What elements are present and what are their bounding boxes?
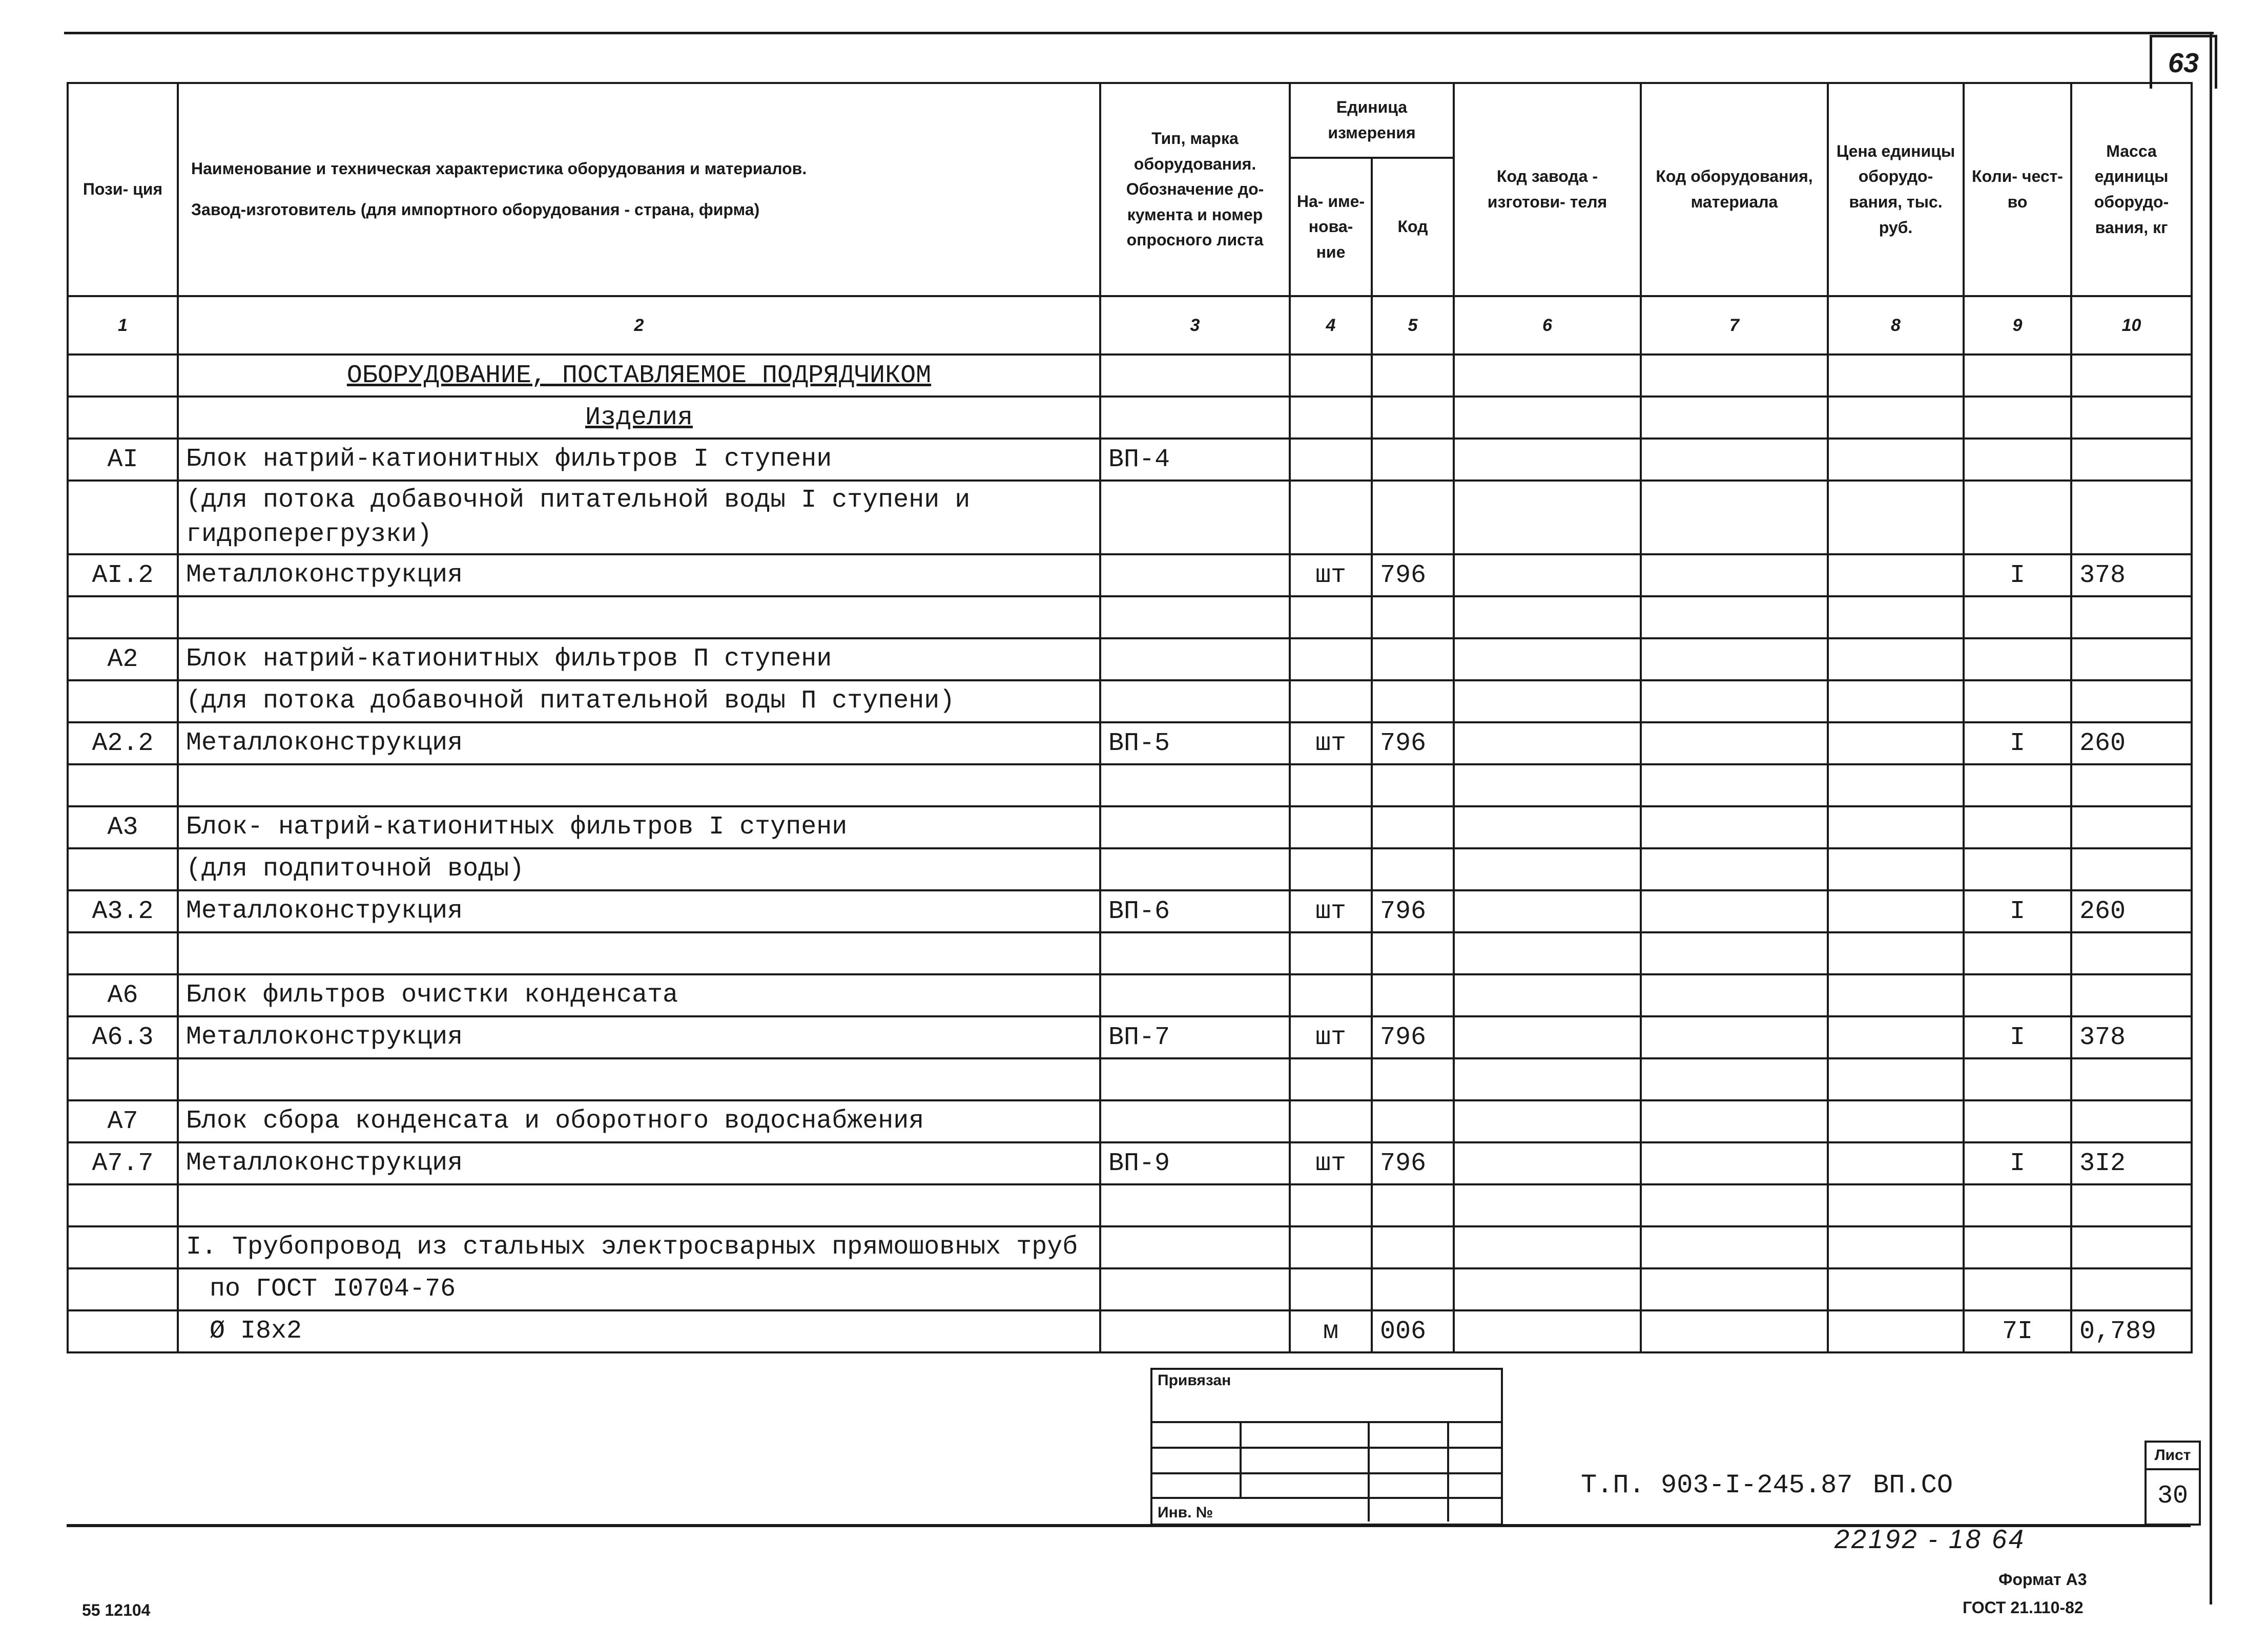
cell-code: 796	[1372, 722, 1454, 764]
table-row	[68, 1100, 2192, 1142]
project-code: Т.П. 903-I-245.87	[1581, 1470, 1853, 1500]
col-number: 3	[1100, 296, 1290, 355]
cell-unit	[1290, 481, 1372, 554]
cell-qty	[1964, 1058, 2071, 1100]
table-row	[68, 1268, 2192, 1310]
cell-type	[1100, 596, 1290, 638]
cell-mass	[2071, 848, 2192, 890]
sheet-box	[2145, 1441, 2201, 1526]
cell-type	[1100, 1226, 1290, 1268]
column-number-row	[68, 296, 2192, 355]
cell-mass	[2071, 974, 2192, 1016]
cell-unit	[1290, 638, 1372, 680]
cell-name	[178, 596, 1100, 638]
cell-qty: I	[1964, 554, 2071, 596]
cell-code	[1372, 932, 1454, 974]
cell-code: 796	[1372, 890, 1454, 932]
cell-mass	[2071, 1058, 2192, 1100]
cell-pos	[68, 1058, 178, 1100]
cell-code	[1372, 439, 1454, 481]
header-unit-name: На- име- нова- ние	[1290, 158, 1372, 296]
cell-pos	[68, 1226, 178, 1268]
cell-code	[1372, 1100, 1454, 1142]
cell-code	[1372, 481, 1454, 554]
cell-unit	[1290, 1268, 1372, 1310]
header-equipment-code: Код оборудования, материала	[1641, 83, 1828, 296]
header-name-line2: Завод-изготовитель (для импортного оборудования - страна, фирма)	[191, 200, 760, 219]
cell-unit	[1290, 848, 1372, 890]
cell-name: Блок фильтров очистки конденсата	[178, 974, 1100, 1016]
subsection-title-row	[68, 397, 2192, 439]
cell-unit	[1290, 596, 1372, 638]
cell-type	[1100, 1100, 1290, 1142]
cell-unit: шт	[1290, 1016, 1372, 1058]
table-row	[68, 932, 2192, 974]
cell-code: 796	[1372, 554, 1454, 596]
col-number: 5	[1372, 296, 1454, 355]
cell-name: Блок сбора конденсата и оборотного водоснабжения	[178, 1100, 1100, 1142]
table-row	[68, 1226, 2192, 1268]
col-number: 1	[68, 296, 178, 355]
cell-code	[1372, 1058, 1454, 1100]
cell-name: Ø I8x2	[178, 1310, 1100, 1352]
cell-unit	[1290, 680, 1372, 722]
cell-name: Блок- натрий-катионитных фильтров I ступени	[178, 806, 1100, 848]
cell-unit	[1290, 764, 1372, 806]
cell-mass: 378	[2071, 1016, 2192, 1058]
cell-code	[1372, 1226, 1454, 1268]
frame-top-rule	[64, 32, 2214, 34]
cell-code	[1372, 806, 1454, 848]
table-row	[68, 638, 2192, 680]
cell-qty	[1964, 596, 2071, 638]
cell-name: Блок натрий-катионитных фильтров I ступени	[178, 439, 1100, 481]
document-code: ВП.СО	[1873, 1470, 1953, 1500]
cell-pos: А6.3	[68, 1016, 178, 1058]
cell-type	[1100, 1058, 1290, 1100]
subsection-title: Изделия	[178, 397, 1100, 439]
cell-type: ВП-7	[1100, 1016, 1290, 1058]
sheet-number: 30	[2157, 1481, 2188, 1511]
cell-mass	[2071, 1184, 2192, 1226]
cell-pos	[68, 680, 178, 722]
cell-mass: 260	[2071, 890, 2192, 932]
col-number: 2	[178, 296, 1100, 355]
header-unit-code: Код	[1372, 158, 1454, 296]
cell-name: по ГОСТ I0704-76	[178, 1268, 1100, 1310]
cell-code	[1372, 596, 1454, 638]
table-row	[68, 890, 2192, 932]
cell-type	[1100, 764, 1290, 806]
cell-pos	[68, 596, 178, 638]
form-code: 55 12104	[82, 1601, 151, 1619]
cell-name: (для потока добавочной питательной воды I ступени и гидроперегрузки)	[178, 481, 1100, 554]
cell-qty: I	[1964, 1016, 2071, 1058]
cell-type	[1100, 806, 1290, 848]
cell-mass	[2071, 439, 2192, 481]
stamp-bound-label: Привязан	[1158, 1372, 1231, 1389]
cell-pos: А3	[68, 806, 178, 848]
cell-name	[178, 1058, 1100, 1100]
cell-qty	[1964, 932, 2071, 974]
sheet-label: Лист	[2147, 1443, 2199, 1470]
table-row	[68, 974, 2192, 1016]
cell-unit	[1290, 1100, 1372, 1142]
cell-name: I. Трубопровод из стальных электросварных прямошовных труб	[178, 1226, 1100, 1268]
cell-mass	[2071, 1100, 2192, 1142]
frame-right-rule	[2210, 32, 2212, 1604]
cell-type	[1100, 974, 1290, 1016]
cell-name	[178, 932, 1100, 974]
cell-mass: 378	[2071, 554, 2192, 596]
cell-type	[1100, 848, 1290, 890]
header-name	[178, 83, 1100, 296]
cell-pos	[68, 848, 178, 890]
header-plant-code: Код завода - изготови- теля	[1454, 83, 1641, 296]
cell-type	[1100, 554, 1290, 596]
table-row	[68, 1058, 2192, 1100]
section-title-row	[68, 355, 2192, 397]
cell-name	[178, 764, 1100, 806]
cell-qty	[1964, 1268, 2071, 1310]
cell-type: ВП-9	[1100, 1142, 1290, 1184]
cell-name	[178, 1184, 1100, 1226]
table-row	[68, 1184, 2192, 1226]
cell-pos: А2.2	[68, 722, 178, 764]
table-row	[68, 1142, 2192, 1184]
cell-unit: шт	[1290, 890, 1372, 932]
cell-unit	[1290, 1226, 1372, 1268]
cell-pos: А6	[68, 974, 178, 1016]
header-quantity: Коли- чест- во	[1964, 83, 2071, 296]
table-row	[68, 806, 2192, 848]
table-row	[68, 680, 2192, 722]
cell-qty	[1964, 1226, 2071, 1268]
cell-name: Металлоконструкция	[178, 722, 1100, 764]
cell-mass	[2071, 481, 2192, 554]
cell-qty	[1964, 439, 2071, 481]
cell-code	[1372, 680, 1454, 722]
header-type: Тип, марка оборудования. Обозначение до- кумента и номер опросного листа	[1100, 83, 1290, 296]
cell-type: ВП-6	[1100, 890, 1290, 932]
cell-name: (для потока добавочной питательной воды П ступени)	[178, 680, 1100, 722]
cell-type: ВП-4	[1100, 439, 1290, 481]
cell-mass	[2071, 1226, 2192, 1268]
cell-mass	[2071, 1268, 2192, 1310]
col-number: 9	[1964, 296, 2071, 355]
cell-name: Блок натрий-катионитных фильтров П ступени	[178, 638, 1100, 680]
cell-code	[1372, 1184, 1454, 1226]
cell-type	[1100, 1184, 1290, 1226]
cell-pos: А3.2	[68, 890, 178, 932]
cell-type	[1100, 680, 1290, 722]
cell-mass	[2071, 680, 2192, 722]
binding-stamp	[1150, 1368, 1503, 1526]
cell-type: ВП-5	[1100, 722, 1290, 764]
cell-unit	[1290, 806, 1372, 848]
cell-code	[1372, 974, 1454, 1016]
cell-qty	[1964, 1100, 2071, 1142]
cell-type	[1100, 1310, 1290, 1352]
cell-unit	[1290, 974, 1372, 1016]
cell-mass: 0,789	[2071, 1310, 2192, 1352]
cell-pos	[68, 764, 178, 806]
table-row	[68, 764, 2192, 806]
stamp-inventory-label: Инв. №	[1158, 1504, 1213, 1521]
col-number: 4	[1290, 296, 1372, 355]
col-number: 8	[1828, 296, 1964, 355]
cell-name: Металлоконструкция	[178, 890, 1100, 932]
cell-unit: шт	[1290, 1142, 1372, 1184]
handwritten-note: 22192 - 18 64	[1834, 1525, 2026, 1554]
col-number: 10	[2071, 296, 2192, 355]
cell-code	[1372, 638, 1454, 680]
table-row	[68, 848, 2192, 890]
header-mass: Масса единицы оборудо- вания, кг	[2071, 83, 2192, 296]
cell-unit: шт	[1290, 554, 1372, 596]
cell-qty	[1964, 806, 2071, 848]
cell-pos	[68, 1184, 178, 1226]
cell-pos: АI	[68, 439, 178, 481]
cell-pos: А7	[68, 1100, 178, 1142]
cell-code: 006	[1372, 1310, 1454, 1352]
cell-mass	[2071, 596, 2192, 638]
cell-type	[1100, 1268, 1290, 1310]
cell-unit	[1290, 1184, 1372, 1226]
cell-name: (для подпиточной воды)	[178, 848, 1100, 890]
cell-pos	[68, 1310, 178, 1352]
cell-code	[1372, 1268, 1454, 1310]
cell-unit	[1290, 1058, 1372, 1100]
page-number: 63	[2150, 35, 2217, 89]
header-name-line1: Наименование и техническая характеристика оборудования и материалов.	[191, 159, 807, 178]
table-row	[68, 1016, 2192, 1058]
cell-pos	[68, 932, 178, 974]
cell-mass	[2071, 638, 2192, 680]
cell-mass	[2071, 806, 2192, 848]
table-row	[68, 596, 2192, 638]
table-row	[68, 554, 2192, 596]
table-row	[68, 481, 2192, 554]
header-position: Пози- ция	[68, 83, 178, 296]
cell-mass	[2071, 932, 2192, 974]
gost-standard: ГОСТ 21.110-82	[1963, 1598, 2084, 1617]
cell-qty: I	[1964, 1142, 2071, 1184]
col-number: 6	[1454, 296, 1641, 355]
table-row	[68, 439, 2192, 481]
cell-pos	[68, 481, 178, 554]
cell-type	[1100, 481, 1290, 554]
table-row	[68, 1310, 2192, 1352]
cell-qty: I	[1964, 722, 2071, 764]
cell-unit	[1290, 932, 1372, 974]
cell-unit: м	[1290, 1310, 1372, 1352]
cell-qty: 7I	[1964, 1310, 2071, 1352]
header-row	[68, 83, 2192, 158]
col-number: 7	[1641, 296, 1828, 355]
cell-qty	[1964, 764, 2071, 806]
cell-qty	[1964, 974, 2071, 1016]
cell-qty	[1964, 848, 2071, 890]
cell-mass	[2071, 764, 2192, 806]
cell-name: Металлоконструкция	[178, 1016, 1100, 1058]
cell-code: 796	[1372, 1016, 1454, 1058]
cell-unit: шт	[1290, 722, 1372, 764]
header-unit: Единица измерения	[1290, 83, 1454, 158]
cell-code	[1372, 764, 1454, 806]
cell-pos	[68, 1268, 178, 1310]
cell-mass: 3I2	[2071, 1142, 2192, 1184]
cell-type	[1100, 638, 1290, 680]
cell-mass: 260	[2071, 722, 2192, 764]
cell-qty	[1964, 1184, 2071, 1226]
section-title: ОБОРУДОВАНИЕ, ПОСТАВЛЯЕМОЕ ПОДРЯДЧИКОМ	[178, 355, 1100, 397]
cell-name: Металлоконструкция	[178, 554, 1100, 596]
specification-table	[67, 82, 2193, 1353]
cell-pos: А2	[68, 638, 178, 680]
table-row	[68, 722, 2192, 764]
cell-qty	[1964, 680, 2071, 722]
cell-type	[1100, 932, 1290, 974]
cell-code	[1372, 848, 1454, 890]
cell-pos: А7.7	[68, 1142, 178, 1184]
cell-qty	[1964, 638, 2071, 680]
header-price: Цена единицы оборудо- вания, тыс. руб.	[1828, 83, 1964, 296]
paper-format: Формат А3	[1998, 1570, 2087, 1589]
cell-unit	[1290, 439, 1372, 481]
cell-qty: I	[1964, 890, 2071, 932]
cell-qty	[1964, 481, 2071, 554]
cell-code: 796	[1372, 1142, 1454, 1184]
cell-pos: АI.2	[68, 554, 178, 596]
cell-name: Металлоконструкция	[178, 1142, 1100, 1184]
